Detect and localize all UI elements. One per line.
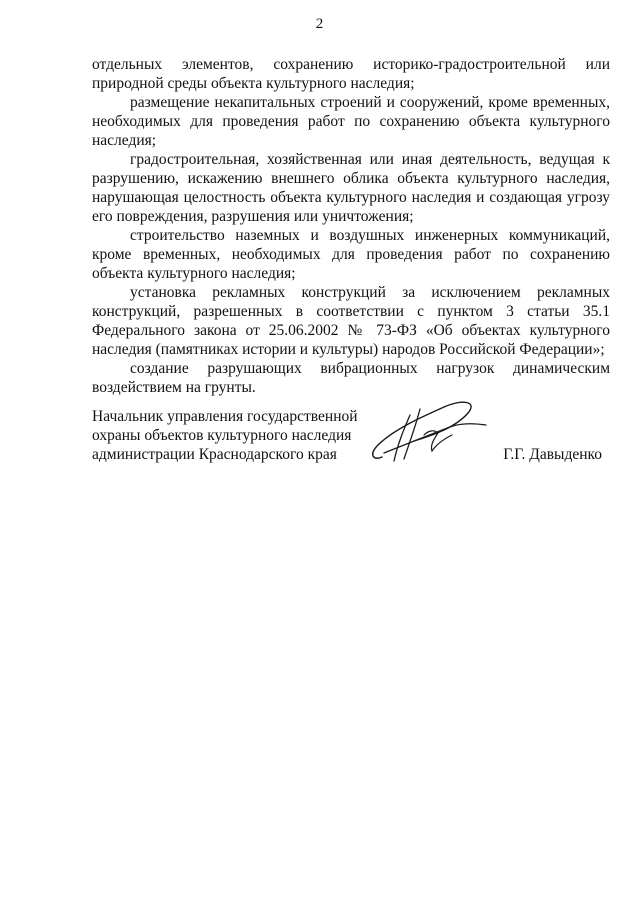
signer-position-line: администрации Краснодарского края (92, 446, 337, 463)
signer-position (92, 407, 382, 464)
signer-position-line: охраны объектов культурного наследия (92, 427, 352, 444)
signer-name: Г.Г. Давыденко (503, 446, 602, 463)
signer-position-line: Начальник управления государственной (92, 408, 358, 425)
paragraph-activity-restriction: градостроительная, хозяйственная или иная деятельность, ведущая к разрушению, искажению внешнего облика объекта культурного наследия, нарушающая целостность объекта культурного наследия и создающая угрозу его повреждения, разрушения или уничтожения; (92, 151, 610, 225)
paragraph-continuation: отдельных элементов, сохранению историко-градостроительной или природной среды объекта культурного наследия; (92, 56, 610, 92)
paragraph-advertising: установка рекламных конструкций за исключением рекламных конструкций, разрешенных в соответствии с пунктом 3 статьи 35.1 Федерального закона от 25.06.2002 № 73-ФЗ «Об объектах культурного наследия (памятниках истории и культуры) народов Российской Федерации»; (92, 284, 610, 358)
signature-block (92, 407, 610, 467)
document-body (92, 55, 610, 397)
page-number: 2 (315, 16, 324, 32)
handwritten-signature (364, 395, 494, 470)
paragraph-communications: строительство наземных и воздушных инженерных коммуникаций, кроме временных, необходимых для проведения работ по сохранению объекта культурного наследия; (92, 227, 610, 282)
paragraph-temporary-structures: размещение некапитальных строений и сооружений, кроме временных, необходимых для проведения работ по сохранению объекта культурного наследия; (92, 94, 610, 149)
paragraph-vibration: создание разрушающих вибрационных нагрузок динамическим воздействием на грунты. (92, 360, 610, 396)
